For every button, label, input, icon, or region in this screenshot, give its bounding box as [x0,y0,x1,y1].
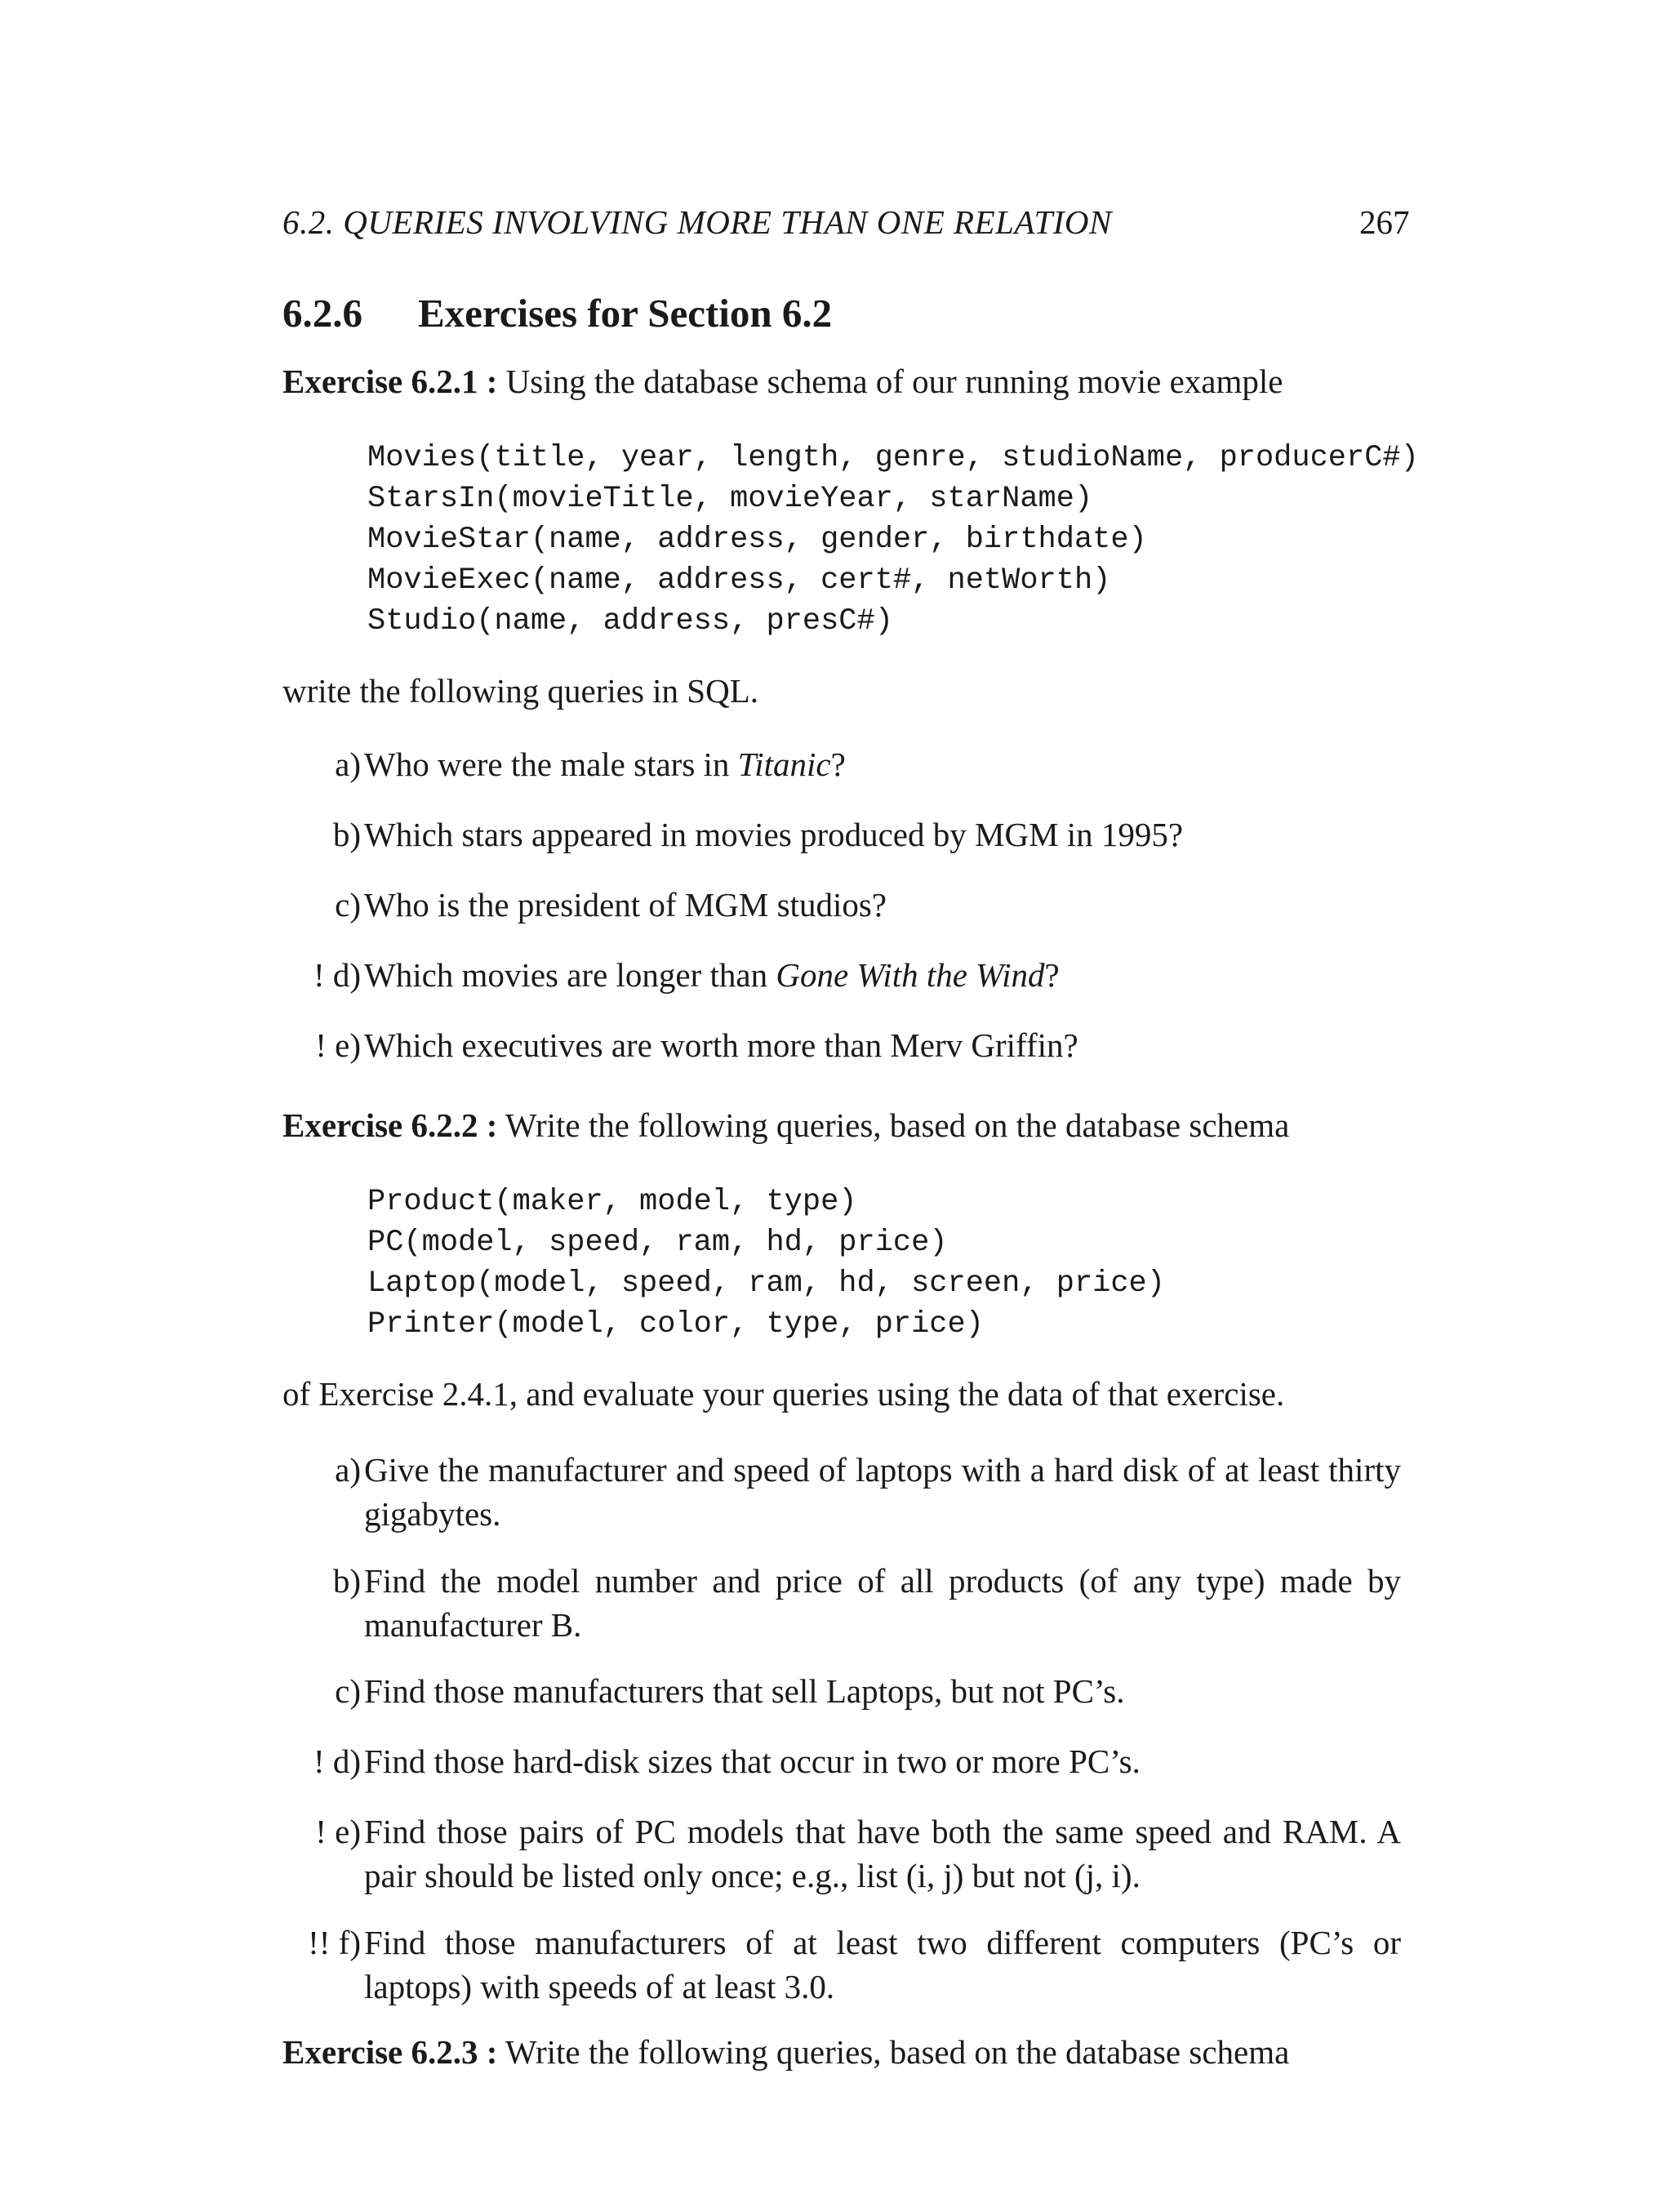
item-text: Who is the president of MGM studios? [364,886,887,924]
page-number: 267 [1359,203,1410,241]
product-schema-block [367,1182,1165,1345]
schema-line: Printer(model, color, type, price) [367,1307,984,1342]
section-number: 6.2.6 [282,291,362,336]
schema-line: Studio(name, address, presC#) [367,604,893,639]
item-marker: c) [335,1672,361,1710]
exercise-6-2-2-after: of Exercise 2.4.1, and evaluate your queries using the data of that exercise. [282,1375,1285,1413]
item-marker: ! d) [313,1742,361,1780]
schema-line: Laptop(model, speed, ram, hd, screen, price) [367,1266,1165,1301]
running-header: 6.2. QUERIES INVOLVING MORE THAN ONE RELATION [282,203,1112,241]
schema-line: StarsIn(movieTitle, movieYear, starName) [367,482,1093,516]
item-marker: b) [332,1562,361,1600]
item-marker: b) [332,816,361,853]
item-text: Find those manufacturers that sell Laptops, but not PC’s. [364,1672,1125,1710]
item-marker: a) [335,1451,361,1489]
item-text: Find those pairs of PC models that have both the same speed and RAM. A pair should be listed only once; e.g., list (i, j) but not (j, i). [364,1813,1401,1894]
item-marker: c) [335,886,361,924]
exercise-text: Using the database schema of our running movie example [505,363,1283,400]
exercise-6-2-1-intro [282,362,1283,401]
schema-line: PC(model, speed, ram, hd, price) [367,1226,948,1260]
schema-line: Product(maker, model, type) [367,1185,857,1219]
exercise-label: Exercise 6.2.3 : [282,2033,498,2071]
schema-line: Movies(title, year, length, genre, studioName, producerC#) [367,441,1419,475]
item-marker: ! e) [315,1026,361,1064]
section-title: Exercises for Section 6.2 [418,291,833,336]
item-marker: a) [335,745,361,783]
exercise-text: Write the following queries, based on the database schema [505,1106,1290,1144]
exercise-6-2-1-after: write the following queries in SQL. [282,672,759,710]
exercise-label: Exercise 6.2.2 : [282,1106,498,1144]
exercise-label: Exercise 6.2.1 : [282,363,498,400]
exercise-text: Write the following queries, based on the database schema [505,2033,1290,2071]
item-text: Which executives are worth more than Merv Griffin? [364,1026,1078,1064]
exercise-6-2-3-intro [282,2032,1289,2072]
item-text: Find those hard-disk sizes that occur in two or more PC’s. [364,1742,1141,1780]
item-text: Find those manufacturers of at least two different computers (PC’s or laptops) with speeds of at least 3.0. [364,1924,1401,2005]
movie-schema-block [367,438,1419,642]
item-text: Which stars appeared in movies produced by MGM in 1995? [364,816,1184,853]
item-text: Who were the male stars in Titanic? [364,745,846,783]
item-text: Which movies are longer than Gone With the Wind? [364,956,1060,994]
item-text: Give the manufacturer and speed of laptops with a hard disk of at least thirty gigabytes. [364,1451,1401,1533]
exercise-6-2-2-intro [282,1106,1289,1145]
item-marker: ! d) [313,956,361,994]
item-text: Find the model number and price of all products (of any type) made by manufacturer B. [364,1562,1401,1644]
schema-line: MovieExec(name, address, cert#, netWorth) [367,563,1111,598]
schema-line: MovieStar(name, address, gender, birthdate) [367,523,1147,557]
item-marker: !! f) [308,1924,361,1961]
section-heading [282,290,832,336]
item-marker: ! e) [315,1813,361,1850]
